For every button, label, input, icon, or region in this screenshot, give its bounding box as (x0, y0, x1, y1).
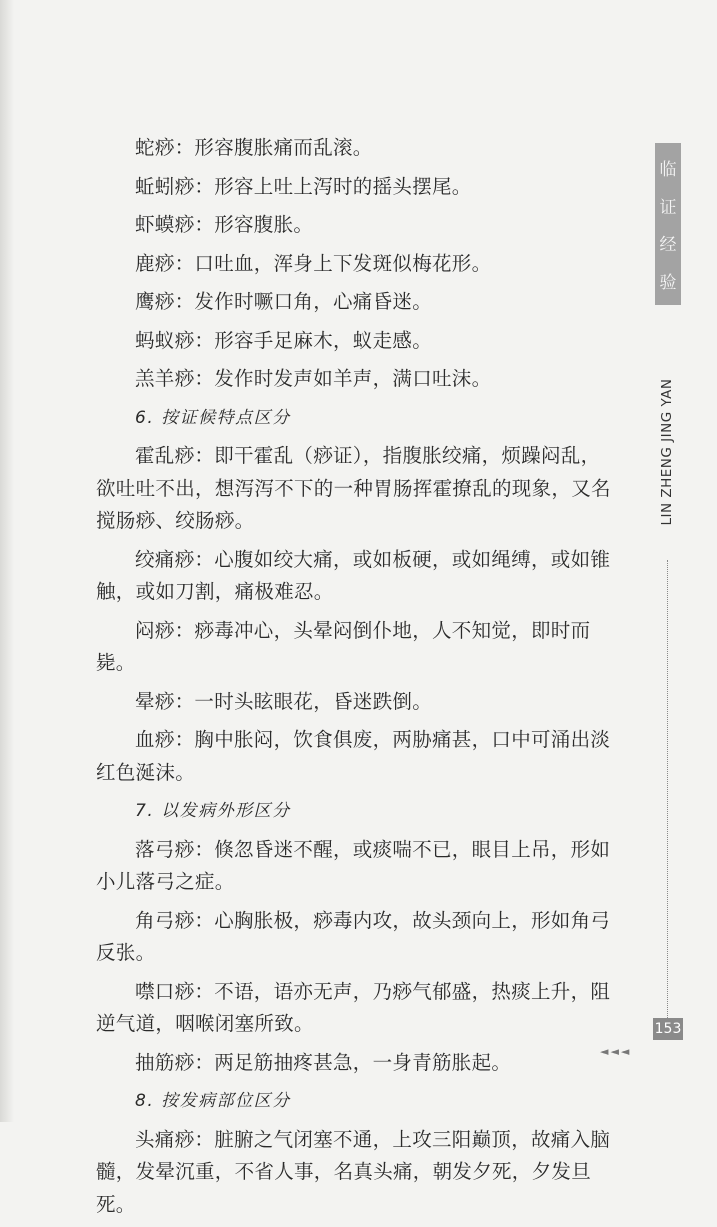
paragraph-gaoyang-sha: 羔羊痧：发作时发声如羊声，满口吐沫。 (135, 367, 492, 390)
paragraph-luogong-sha: 落弓痧：倏忽昏迷不醒，或痰喘不已，眼目上吊，形如小儿落弓之症。 (96, 837, 611, 893)
paragraph-choujin-sha: 抽筋痧：两足筋抽疼甚急，一身青筋胀起。 (135, 1050, 512, 1074)
binding-edge (0, 0, 14, 1122)
chapter-romanized-title: LIN ZHENG JING YAN (659, 378, 675, 526)
page-number: 153 (653, 1018, 683, 1040)
margin-dotted-rule (667, 560, 668, 1018)
paragraph-jiaogong-sha: 角弓痧：心胸胀极，痧毒内攻，故头颈向上，形如角弓反张。 (96, 908, 611, 964)
section-heading-8: 8. 按发病部位区分 (135, 1091, 291, 1111)
side-tab-char: 验 (659, 272, 677, 293)
side-tab-char: 临 (659, 160, 677, 181)
section-heading-7: 7. 以发病外形区分 (135, 801, 291, 821)
chapter-side-tab (655, 143, 681, 305)
paragraph-mayi-sha: 蚂蚁痧：形容手足麻木，蚁走感。 (135, 328, 433, 352)
paragraph-huoluan-sha: 霍乱痧：即干霍乱（痧证），指腹胀绞痛，烦躁闷乱，欲吐吐不出，想泻泻不下的一种胃肠挥霍撩乱的现象，又名搅肠痧、绞肠痧。 (96, 444, 611, 532)
paragraph-toutong-sha: 头痛痧：脏腑之气闭塞不通，上攻三阳巅顶，故痛入脑髓，发晕沉重，不省人事，名真头痛，朝发夕死，夕发旦死。 (96, 1127, 611, 1216)
paragraph-xue-sha: 血痧：胸中胀闷，饮食俱废，两胁痛甚，口中可涌出淡红色涎沫。 (96, 728, 611, 784)
paragraph-men-sha: 闷痧：痧毒冲心，头晕闷倒仆地，人不知觉，即时而毙。 (96, 618, 591, 674)
paragraph-qiuyin-sha: 蚯蚓痧：形容上吐上泻时的摇头摆尾。 (135, 174, 472, 198)
paragraph-yun-sha: 晕痧：一时头眩眼花，昏迷跌倒。 (135, 689, 433, 713)
nav-arrows-icon: ◄◄◄ (600, 1045, 632, 1058)
side-tab-char: 经 (659, 235, 677, 256)
paragraph-hama-sha: 虾蟆痧：形容腹胀。 (135, 213, 314, 236)
section-heading-6: 6. 按证候特点区分 (135, 407, 291, 428)
paragraph-ying-sha: 鹰痧：发作时噘口角，心痛昏迷。 (135, 290, 433, 313)
paragraph-she-sha: 蛇痧：形容腹胀痛而乱滚。 (135, 136, 373, 159)
paragraph-jinkou-sha: 噤口痧：不语，语亦无声，乃痧气郁盛，热痰上升，阻逆气道，咽喉闭塞所致。 (96, 979, 611, 1035)
paragraph-lu-sha: 鹿痧：口吐血，浑身上下发斑似梅花形。 (135, 251, 492, 275)
body-text (96, 132, 612, 1227)
paragraph-jiaotong-sha: 绞痛痧：心腹如绞大痛，或如板硬，或如绳缚，或如锥触，或如刀割，痛极难忍。 (96, 547, 611, 603)
side-tab-char: 证 (659, 197, 677, 218)
